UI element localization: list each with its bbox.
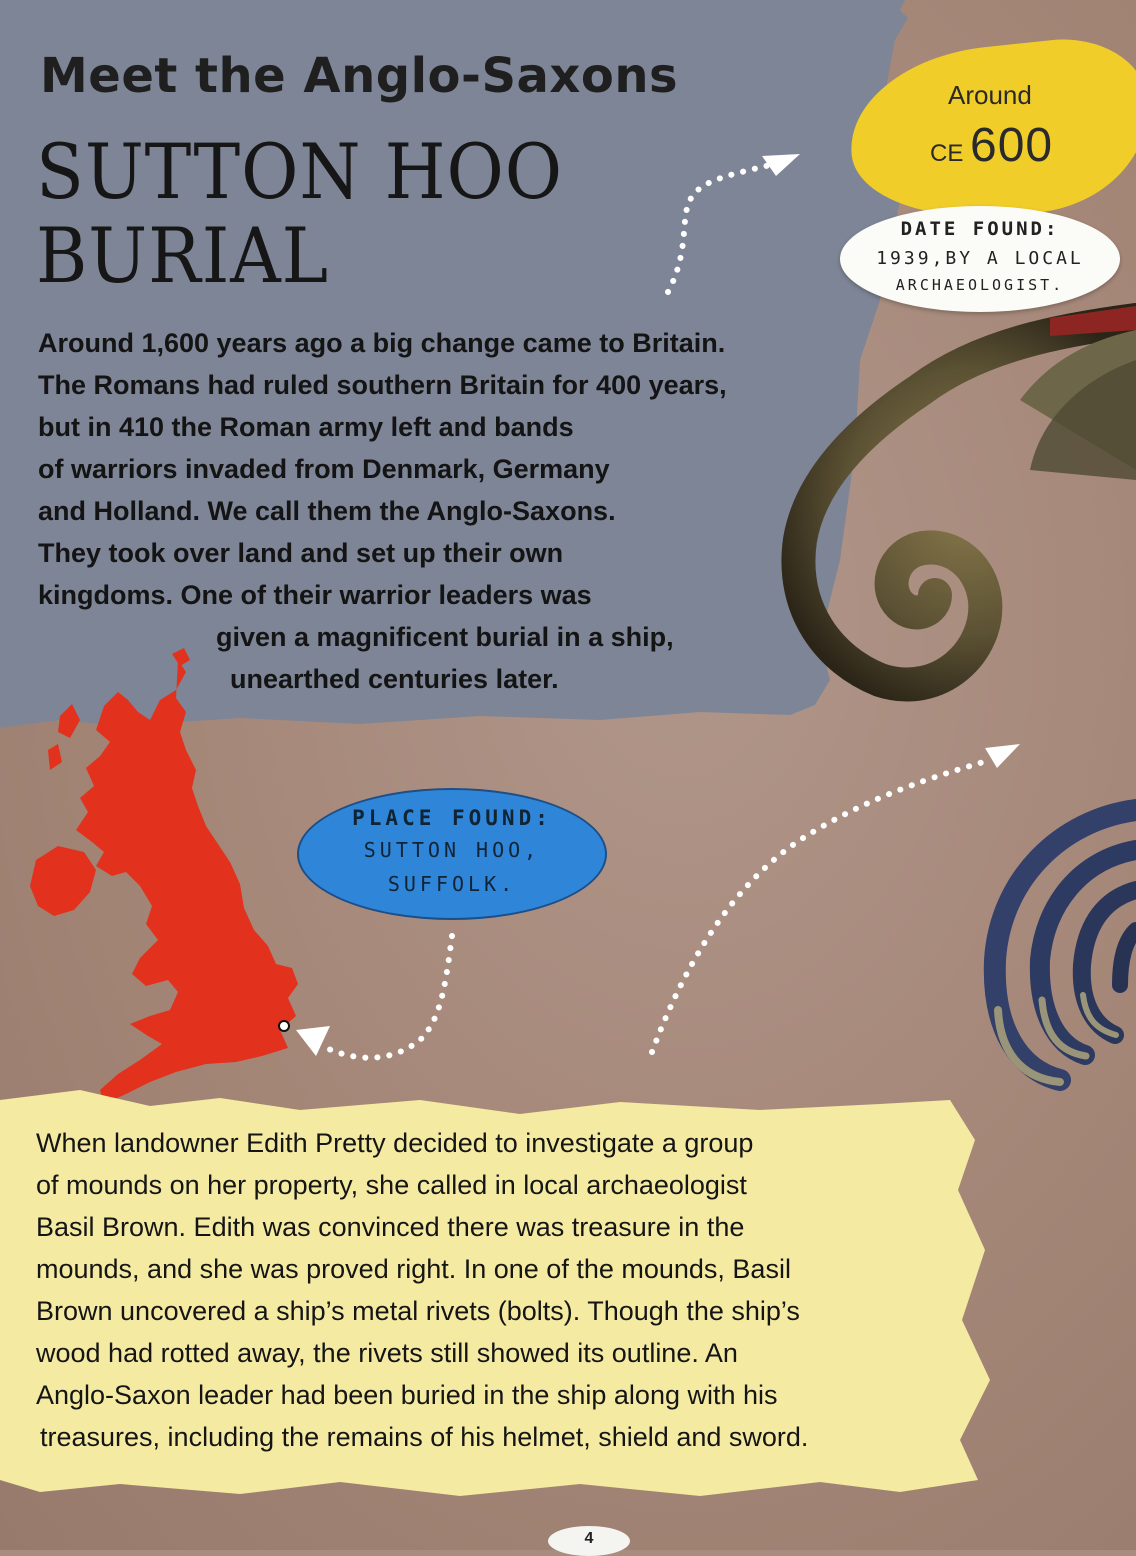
story-line: Brown uncovered a ship’s metal rivets (bolts). Though the ship’s <box>36 1296 800 1326</box>
ireland-shape <box>30 846 96 916</box>
great-britain-shape <box>76 660 298 1104</box>
island-shape <box>58 704 80 738</box>
story-line: treasures, including the remains of his helmet, shield and sword. <box>40 1422 809 1452</box>
place-found-label: PLACE FOUND: <box>352 806 552 830</box>
date-found-label: DATE FOUND: <box>900 218 1060 240</box>
intro-line: unearthed centuries later. <box>230 664 559 694</box>
intro-line: but in 410 the Roman army left and bands <box>38 412 574 442</box>
story-line: Basil Brown. Edith was convinced there was treasure in the <box>36 1212 745 1242</box>
story-paragraph <box>36 1122 808 1458</box>
date-around-label: Around <box>948 80 1032 110</box>
story-line: Anglo-Saxon leader had been buried in the ship along with his <box>36 1380 778 1410</box>
date-year: 600 <box>970 119 1054 172</box>
date-found-line: 1939,BY A LOCAL <box>876 248 1084 269</box>
intro-line: The Romans had ruled southern Britain for 400 years, <box>38 370 727 400</box>
intro-line: kingdoms. One of their warrior leaders was <box>38 580 592 610</box>
intro-line: Around 1,600 years ago a big change came to Britain. <box>38 328 726 358</box>
intro-line: They took over land and set up their own <box>38 538 564 568</box>
page-subtitle: Meet the Anglo-Saxons <box>40 48 679 104</box>
story-line: of mounds on her property, she called in local archaeologist <box>36 1170 747 1200</box>
date-found-line: ARCHAEOLOGIST. <box>895 276 1065 294</box>
story-line: mounds, and she was proved right. In one of the mounds, Basil <box>36 1254 791 1284</box>
island-shape <box>48 744 62 770</box>
story-line: wood had rotted away, the rivets still showed its outline. An <box>36 1338 738 1368</box>
intro-line: given a magnificent burial in a ship, <box>216 622 674 652</box>
page-number: 4 <box>584 1530 594 1547</box>
sutton-hoo-marker-icon <box>279 1021 289 1031</box>
intro-line: of warriors invaded from Denmark, Germany <box>38 454 610 484</box>
island-shape <box>172 648 190 666</box>
date-era: CE <box>930 140 964 167</box>
place-found-line: SUTTON HOO, <box>363 838 541 862</box>
intro-line: and Holland. We call them the Anglo-Saxons. <box>38 496 616 526</box>
place-found-line: SUFFOLK. <box>387 872 517 896</box>
page-title: SUTTON HOO BURIAL <box>36 127 563 300</box>
story-line: When landowner Edith Pretty decided to investigate a group <box>36 1128 754 1158</box>
